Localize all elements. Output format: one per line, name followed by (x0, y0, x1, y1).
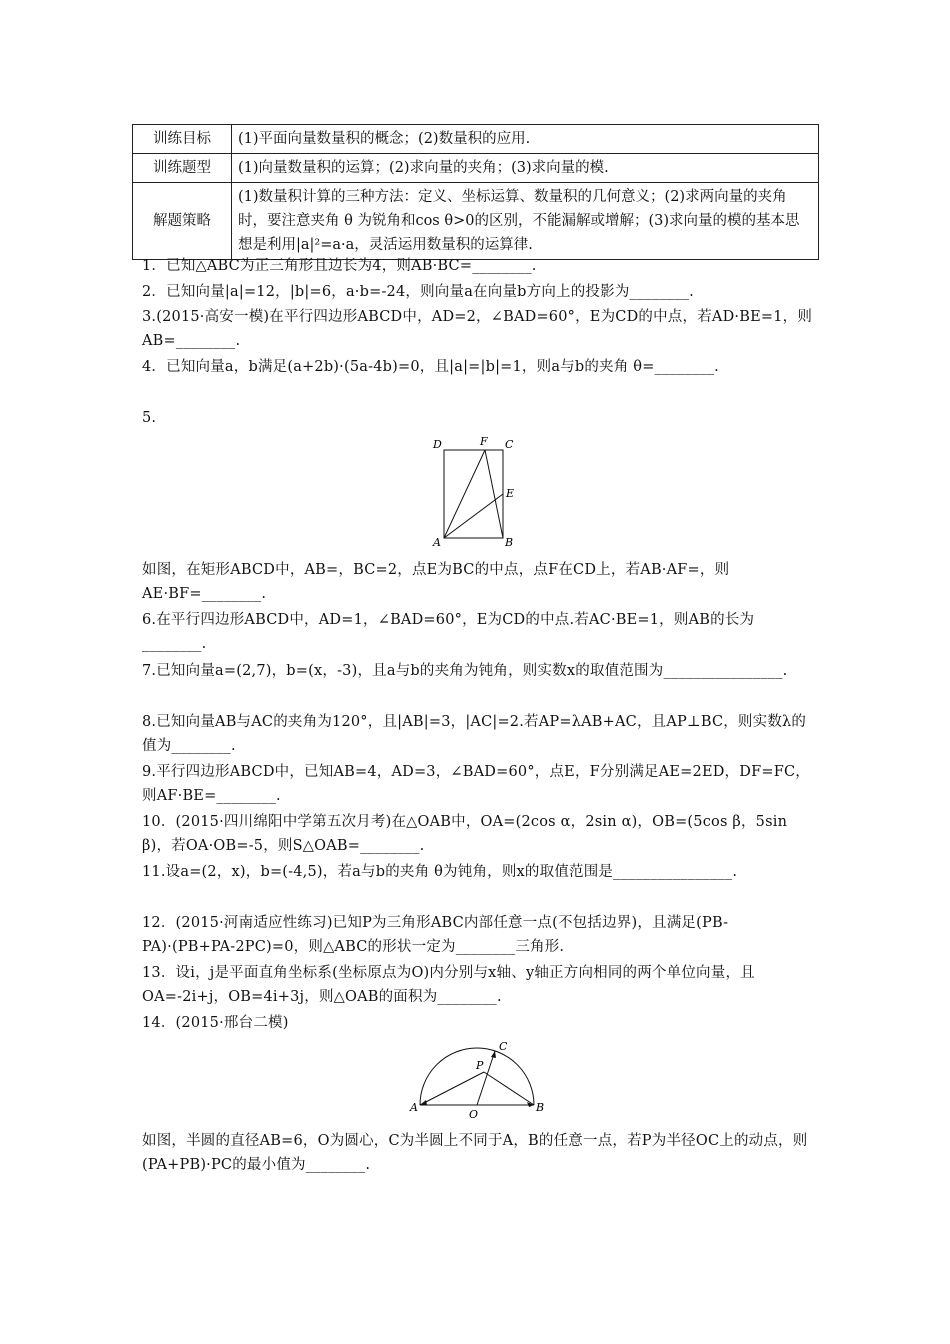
question-13: 13．设i，j是平面直角坐标系(坐标原点为O)内分别与x轴、y轴正方向相同的两个单位向量，且OA=-2i+j，OB=4i+3j，则△OAB的面积为________. (142, 965, 755, 1005)
question-5: 5. (142, 410, 157, 426)
row-content: (1)数量积计算的三种方法：定义、坐标运算、数量积的几何意义；(2)求两向量的夹角时，要注意夹角 θ 为锐角和cos θ>0的区别，不能漏解或增解；(3)求向量的模的基本思想是利用|a|²=a·a，灵活运用数量积的运算律. (232, 183, 819, 260)
question-9: 9.平行四边形ABCD中，已知AB=4，AD=3，∠BAD=60°，点E，F分别满足AE=2ED，DF=FC，则AF·BE=________. (142, 764, 810, 804)
question-11: 11.设a=(2，x)，b=(-4,5)，若a与b的夹角 θ为钝角，则x的取值范围是________________. (142, 864, 738, 880)
segment-pa (420, 1072, 484, 1105)
question-6: 6.在平行四边形ABCD中，AD=1，∠BAD=60°，E为CD的中点.若AC·BE=1，则AB的长为________. (142, 612, 755, 652)
row-label: 训练目标 (133, 125, 232, 154)
semicircle-figure (402, 1038, 552, 1122)
arrow-head-c (491, 1051, 496, 1058)
label-b: B (505, 536, 514, 549)
question-8: 8.已知向量AB与AC的夹角为120°，且|AB|=3，|AC|=2.若AP=λAB+AC，且AP⊥BC，则实数λ的值为________. (142, 714, 807, 754)
label-a: A (433, 536, 441, 549)
row-label: 解题策略 (133, 183, 232, 260)
label-c: C (499, 1040, 508, 1053)
row-content: (1)平面向量数量积的概念；(2)数量积的应用. (232, 125, 819, 154)
label-a: A (410, 1101, 418, 1114)
question-12: 12．(2015·河南适应性练习)已知P为三角形ABC内部任意一点(不包括边界)，且满足(PB-PA)·(PB+PA-2PC)=0，则△ABC的形状一定为________三角形. (142, 915, 729, 955)
segment-ae (444, 494, 503, 538)
segment-af (444, 450, 485, 538)
question-2: 2．已知向量|a|=12，|b|=6，a·b=-24，则向量a在向量b方向上的投影为________. (142, 284, 694, 300)
table-row (133, 125, 819, 154)
table-row (133, 154, 819, 183)
question-7: 7.已知向量a=(2,7)，b=(x，-3)，且a与b的夹角为钝角，则实数x的取值范围为________________. (142, 663, 788, 679)
question-4: 4．已知向量a，b满足(a+2b)·(5a-4b)=0，且|a|=|b|=1，则a与b的夹角 θ=________. (142, 359, 719, 375)
question-10: 10．(2015·四川绵阳中学第五次月考)在△OAB中，OA=(2cos α，2sin α)，OB=(5cos β，5sin β)，若OA·OB=-5，则S△OAB=________. (142, 814, 788, 854)
label-f: F (480, 435, 488, 448)
rectangle-figure (428, 434, 522, 550)
row-label: 训练题型 (133, 154, 232, 183)
label-b: B (536, 1101, 545, 1114)
question-14: 14．(2015·邢台二模) (142, 1015, 289, 1031)
table-row (133, 183, 819, 260)
label-o: O (469, 1108, 479, 1121)
label-c: C (505, 438, 514, 451)
question-3: 3.(2015·高安一模)在平行四边形ABCD中，AD=2，∠BAD=60°，E为CD的中点，若AD·BE=1，则AB=________. (142, 309, 813, 349)
question-14-body: 如图，半圆的直径AB=6，O为圆心，C为半圆上不同于A，B的任意一点，若P为半径OC上的动点，则(PA+PB)·PC的最小值为________. (142, 1133, 808, 1173)
question-5-body: 如图，在矩形ABCD中，AB=，BC=2，点E为BC的中点，点F在CD上，若AB·AF=，则AE·BF=________. (142, 562, 730, 602)
label-e: E (506, 487, 515, 500)
question-1: 1．已知△ABC为正三角形且边长为4，则AB·BC=________. (142, 258, 537, 274)
arrow-head-a (420, 1100, 427, 1105)
label-p: P (476, 1059, 484, 1072)
segment-fb (485, 450, 503, 538)
row-content: (1)向量数量积的运算；(2)求向量的夹角；(3)求向量的模. (232, 154, 819, 183)
training-info-table (132, 124, 819, 260)
label-d: D (433, 438, 442, 451)
